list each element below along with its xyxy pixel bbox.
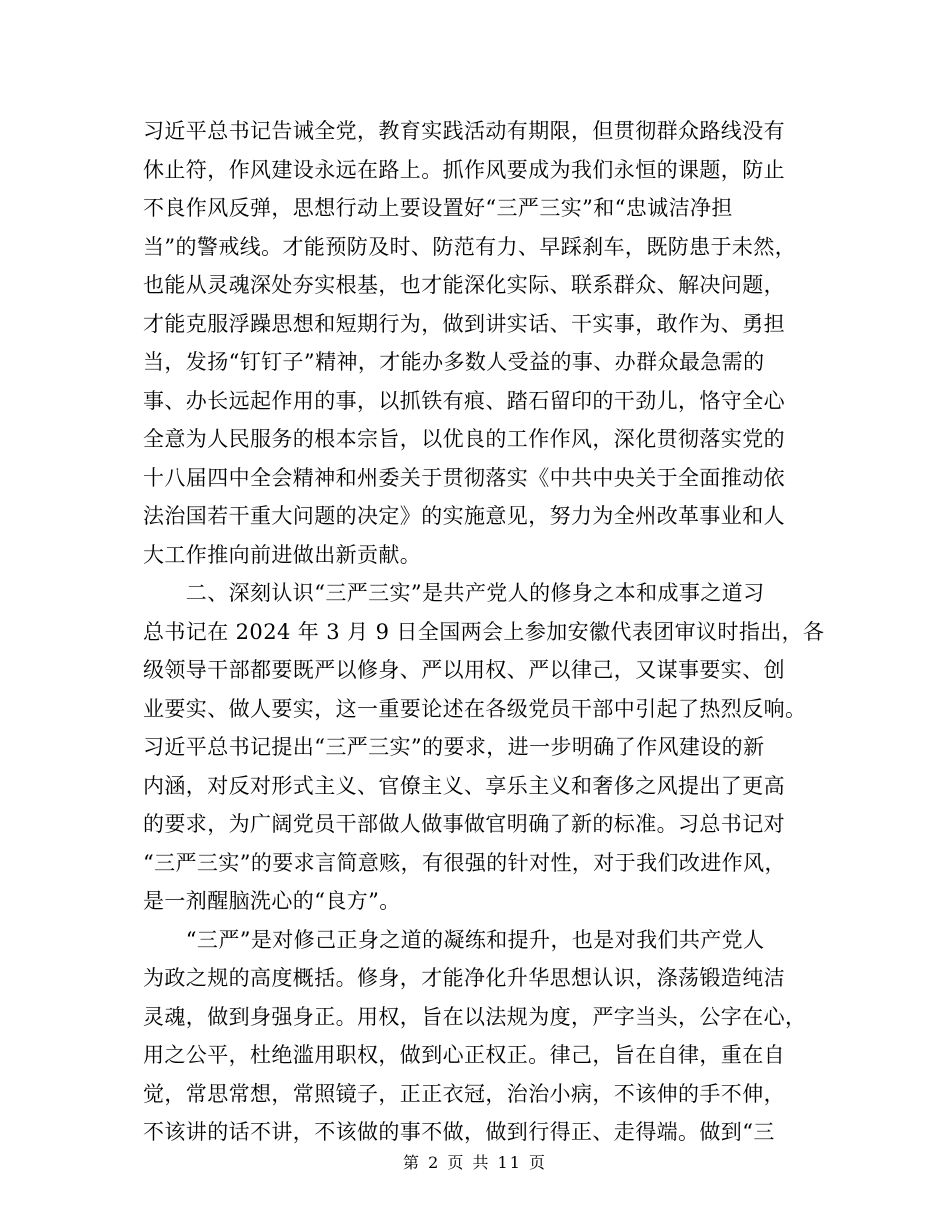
text-line: 当”的警戒线。才能预防及时、防范有力、早踩刹车，既防患于未然， [143, 234, 797, 259]
text-line: 不该讲的话不讲，不该做的事不做，做到行得正、走得端。做到“三 [143, 1120, 775, 1144]
text-line: 法治国若干重大问题的决定》的实施意见，努力为全州改革事业和人 [143, 504, 785, 528]
text-line: “三严”是对修己正身之道的凝练和提升，也是对我们共产党人 [143, 927, 765, 952]
text-line: 级领导干部都要既严以修身、严以用权、严以律己，又谋事要实、创 [143, 658, 785, 682]
text-line: 事、办长远起作用的事，以抓铁有痕、踏石留印的干劲儿，恪守全心 [143, 388, 785, 413]
text-line: 二、深刻认识“三严三实”是共产党人的修身之本和成事之道习 [143, 581, 765, 605]
page-number-footer: 第 2 页 共 11 页 [403, 1153, 547, 1172]
text-line: 习近平总书记提出“三严三实”的要求，进一步明确了作风建设的新 [143, 735, 765, 759]
text-line: 业要实、做人要实，这一重要论述在各级党员干部中引起了热烈反响。 [143, 696, 807, 721]
text-line: 大工作推向前进做出新贡献。 [143, 542, 422, 567]
text-line: 的要求，为广阔党员干部做人做事做官明确了新的标准。习总书记对 [143, 812, 785, 836]
text-line: 习近平总书记告诫全党，教育实践活动有期限，但贯彻群众路线没有 [143, 119, 785, 143]
document-body [143, 112, 825, 1152]
text-line: “三严三实”的要求言简意赅，有很强的针对性，对于我们改进作风， [143, 850, 786, 875]
text-line: 也能从灵魂深处夯实根基，也才能深化实际、联系群众、解决问题， [143, 273, 785, 297]
text-line: 休止符，作风建设永远在路上。抓作风要成为我们永恒的课题，防止 [143, 157, 785, 182]
text-line: 不良作风反弹，思想行动上要设置好“三严三实”和“忠诚洁净担 [143, 196, 733, 220]
text-line: 觉，常思常想，常照镜子，正正衣冠，治治小病，不该伸的手不伸， [143, 1081, 785, 1106]
text-line: 是一剂醒脑洗心的“良方”。 [143, 889, 401, 913]
text-line: 总书记在 2024 年 3 月 9 日全国两会上参加安徽代表团审议时指出，各 [143, 619, 825, 644]
text-line: 内涵，对反对形式主义、官僚主义、享乐主义和奢侈之风提出了更高 [143, 773, 785, 798]
text-line: 十八届四中全会精神和州委关于贯彻落实《中共中央关于全面推动依 [143, 465, 785, 490]
text-line: 当，发扬“钉钉子”精神，才能办多数人受益的事、办群众最急需的 [143, 350, 765, 374]
text-line: 用之公平，杜绝滥用职权，做到心正权正。律己，旨在自律，重在自 [143, 1043, 785, 1067]
text-line: 全意为人民服务的根本宗旨，以优良的工作作风，深化贯彻落实党的 [143, 427, 785, 451]
text-line: 灵魂，做到身强身正。用权，旨在以法规为度，严字当头，公字在心， [143, 1004, 807, 1029]
text-line: 为政之规的高度概括。修身，才能净化升华思想认识，涤荡锻造纯洁 [143, 966, 785, 990]
text-line: 才能克服浮躁思想和短期行为，做到讲实话、干实事，敢作为、勇担 [143, 311, 785, 336]
